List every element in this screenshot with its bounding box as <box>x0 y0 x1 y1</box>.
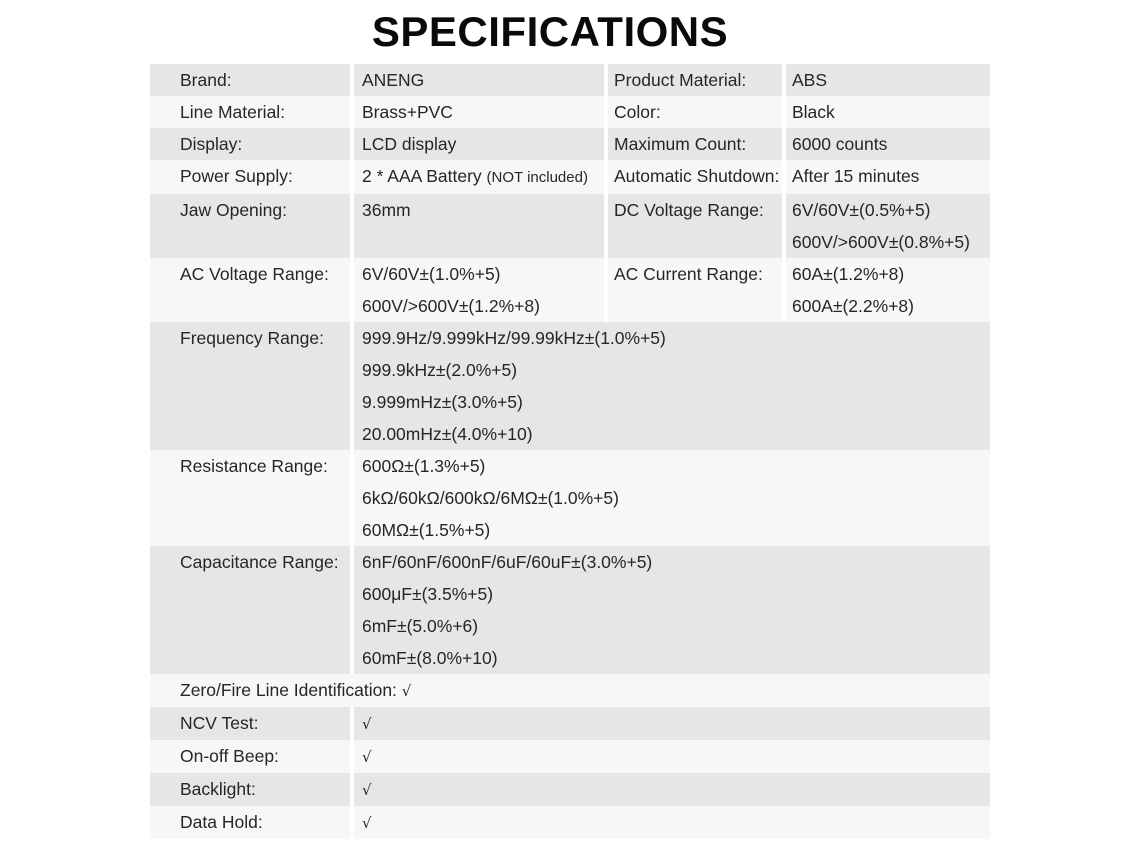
check-icon: √ <box>362 781 372 799</box>
spec-value-line: 6mF±(5.0%+6) <box>362 616 479 636</box>
spec-value-line: 600Ω±(1.3%+5) <box>362 456 486 476</box>
spec-label: Display: <box>150 128 350 160</box>
spec-value: ANENG <box>350 64 604 96</box>
spec-value: After 15 minutes <box>782 160 990 194</box>
spec-label: Backlight: <box>150 773 350 806</box>
spec-label: On-off Beep: <box>150 740 350 773</box>
spec-value-line: 6V/60V±(0.5%+5) <box>792 200 931 220</box>
spec-value-line: 6kΩ/60kΩ/600kΩ/6MΩ±(1.0%+5) <box>362 488 619 508</box>
spec-value-line: 9.999mHz±(3.0%+5) <box>362 392 523 412</box>
spec-label: Resistance Range: <box>150 450 350 546</box>
spec-value-line: 600V/>600V±(1.2%+8) <box>362 296 540 316</box>
spec-value-line: 6V/60V±(1.0%+5) <box>362 264 501 284</box>
spec-label: Automatic Shutdown: <box>604 160 782 194</box>
spec-value <box>350 773 990 806</box>
table-row <box>150 773 990 806</box>
spec-value <box>350 258 604 322</box>
spec-label: Product Material: <box>604 64 782 96</box>
table-row <box>150 674 990 707</box>
table-row <box>150 546 990 674</box>
spec-value <box>782 194 990 258</box>
spec-value: Brass+PVC <box>350 96 604 128</box>
spec-value: Black <box>782 96 990 128</box>
spec-value <box>350 450 990 546</box>
spec-label: Data Hold: <box>150 806 350 839</box>
spec-value <box>350 546 990 674</box>
table-row <box>150 450 990 546</box>
spec-value-line: 999.9kHz±(2.0%+5) <box>362 360 518 380</box>
spec-value <box>350 707 990 740</box>
spec-value <box>350 322 990 450</box>
table-row <box>150 128 990 160</box>
spec-label: Power Supply: <box>150 160 350 194</box>
spec-value-line: 60mF±(8.0%+10) <box>362 648 498 668</box>
table-row <box>150 64 990 96</box>
spec-value <box>350 160 604 194</box>
spec-value <box>782 258 990 322</box>
table-row <box>150 322 990 450</box>
spec-value-line: 60MΩ±(1.5%+5) <box>362 520 491 540</box>
spec-label: AC Current Range: <box>604 258 782 322</box>
spec-value-note: (NOT included) <box>486 169 588 186</box>
spec-value-line: 999.9Hz/9.999kHz/99.99kHz±(1.0%+5) <box>362 328 666 348</box>
table-row <box>150 806 990 839</box>
spec-label: Color: <box>604 96 782 128</box>
table-row <box>150 194 990 258</box>
spec-label: DC Voltage Range: <box>604 194 782 258</box>
check-icon: √ <box>362 715 372 733</box>
table-row <box>150 160 990 194</box>
spec-value-line: 6nF/60nF/600nF/6uF/60uF±(3.0%+5) <box>362 552 653 572</box>
spec-table <box>150 64 990 839</box>
spec-label: Maximum Count: <box>604 128 782 160</box>
spec-label: Brand: <box>150 64 350 96</box>
spec-label-text: Zero/Fire Line Identification: <box>180 680 397 700</box>
spec-label <box>150 674 990 707</box>
spec-value-line: 600V/>600V±(0.8%+5) <box>792 232 970 252</box>
spec-value <box>350 740 990 773</box>
spec-value-line: 60A±(1.2%+8) <box>792 264 905 284</box>
spec-value <box>350 806 990 839</box>
table-row <box>150 740 990 773</box>
spec-label: AC Voltage Range: <box>150 258 350 322</box>
spec-label: Frequency Range: <box>150 322 350 450</box>
spec-value-main: 2 * AAA Battery <box>362 166 482 186</box>
spec-value: LCD display <box>350 128 604 160</box>
spec-value-line: 20.00mHz±(4.0%+10) <box>362 424 533 444</box>
spec-value-line: 600A±(2.2%+8) <box>792 296 914 316</box>
table-row <box>150 707 990 740</box>
spec-label: Line Material: <box>150 96 350 128</box>
spec-value: ABS <box>782 64 990 96</box>
spec-label: NCV Test: <box>150 707 350 740</box>
spec-value: 36mm <box>350 194 604 258</box>
spec-value-line: 600μF±(3.5%+5) <box>362 584 494 604</box>
spec-label: Jaw Opening: <box>150 194 350 258</box>
check-icon: √ <box>362 748 372 766</box>
table-row <box>150 96 990 128</box>
spec-label: Capacitance Range: <box>150 546 350 674</box>
page-title: SPECIFICATIONS <box>371 8 729 55</box>
check-icon: √ <box>362 814 372 832</box>
table-row <box>150 258 990 322</box>
spec-value: 6000 counts <box>782 128 990 160</box>
check-icon: √ <box>401 682 412 700</box>
